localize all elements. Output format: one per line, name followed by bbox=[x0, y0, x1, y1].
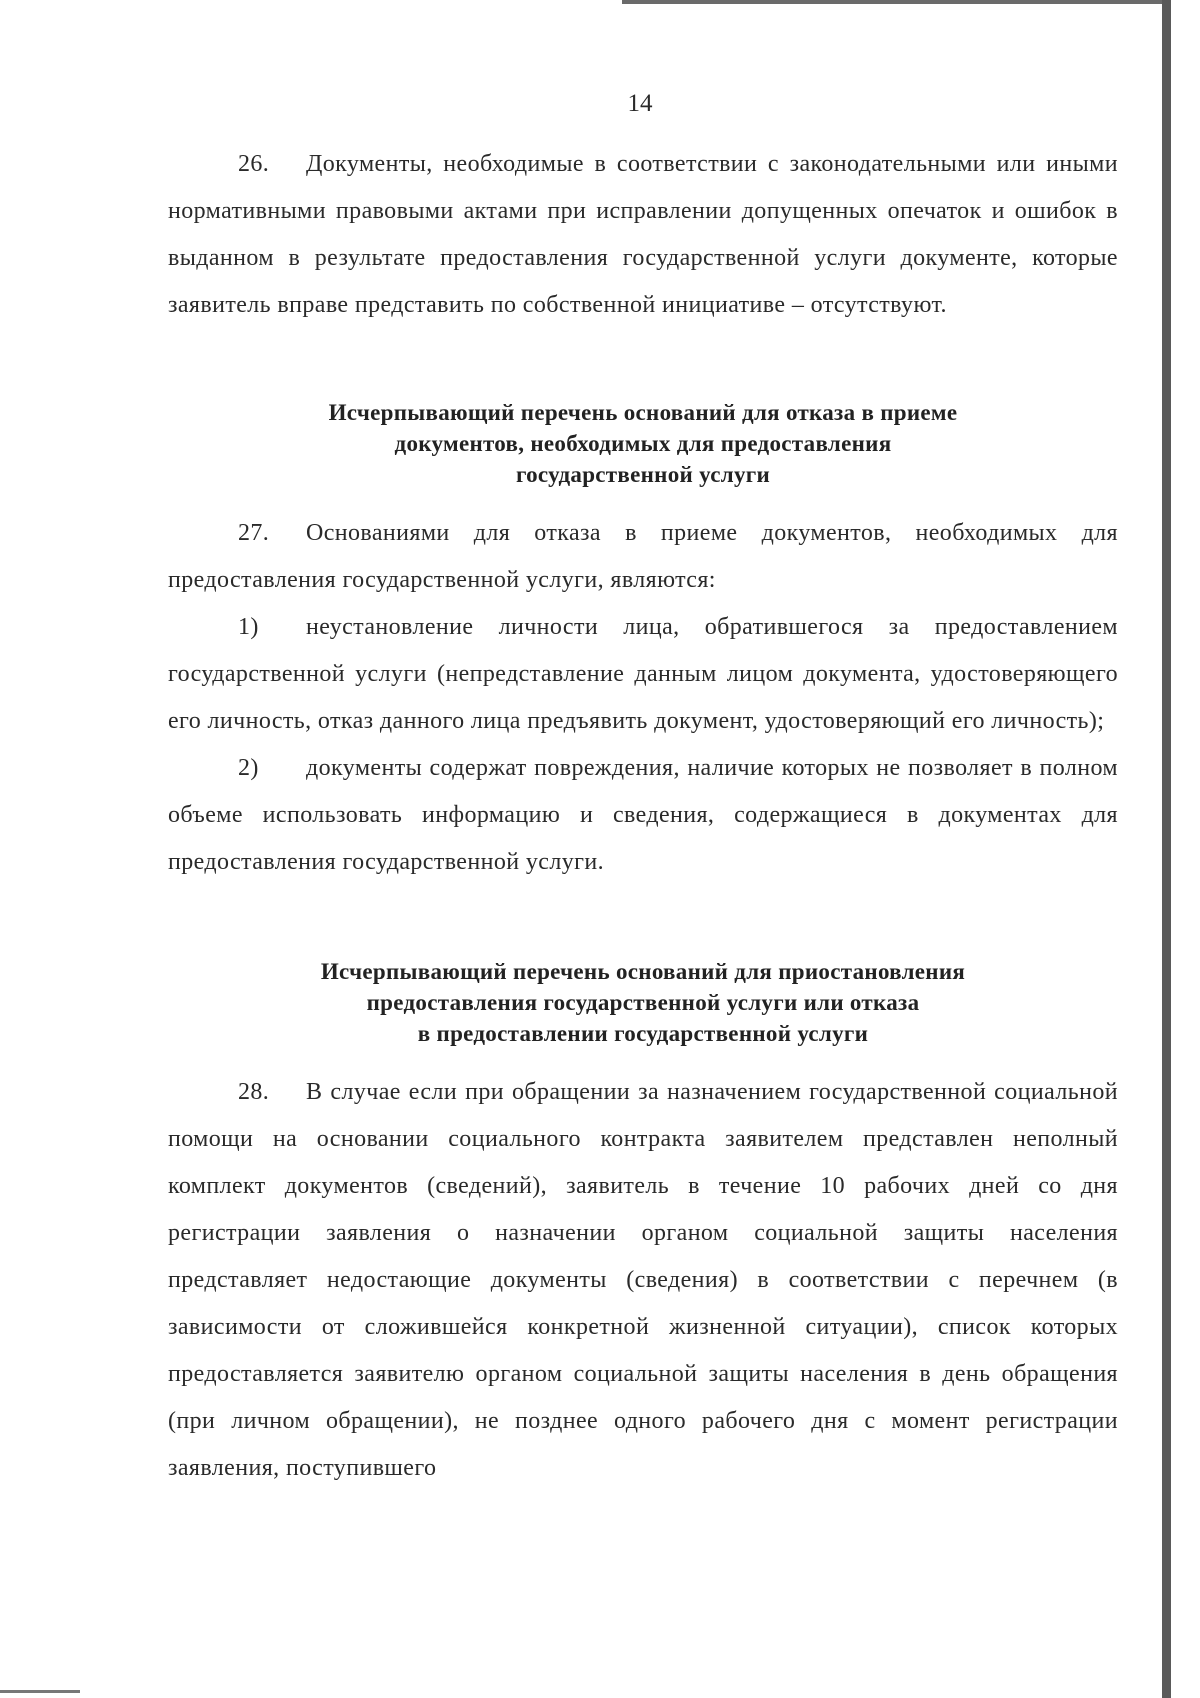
scan-border-bottom bbox=[0, 1690, 80, 1693]
section-heading-suspension bbox=[168, 956, 1118, 1049]
paragraph-28 bbox=[168, 1069, 1118, 1492]
paragraph-number: 27. bbox=[238, 520, 270, 546]
heading-line: Исчерпывающий перечень оснований для отказа в приеме bbox=[328, 400, 958, 425]
section-heading-refusal-reception bbox=[168, 397, 1118, 490]
paragraph-text: Документы, необходимые в соответствии с законодательными или иными нормативными правовыми актами при исправлении допущенных опечаток и ошибок в выданном в результате предоставления государственной услуги документе, которые заявитель вправе представить по собственной инициативе – отсутствуют. bbox=[168, 151, 1118, 318]
paragraph-number: 28. bbox=[238, 1079, 270, 1105]
paragraph-text: В случае если при обращении за назначением государственной социальной помощи на основании социального контракта заявителем представлен неполный комплект документов (сведений), заявитель в течение 10 рабочих дней со дня регистрации заявления о назначении органом социальной защиты населения представляет недостающие документы (сведения) в соответствии с перечнем (в зависимости от сложившейся конкретной жизненной ситуации), список которых предоставляется заявителю органом социальной защиты населения в день обращения (при личном обращении), не позднее одного рабочего дня с момент регистрации заявления, поступившего bbox=[168, 1079, 1118, 1481]
page-number: 14 bbox=[627, 90, 653, 117]
list-item-text: неустановление личности лица, обратившегося за предоставлением государственной услуги (непредставление данным лицом документа, удостоверяющего его личность, отказ данного лица предъявить документ, удостоверяющий его личность); bbox=[168, 614, 1118, 734]
paragraph-27 bbox=[168, 510, 1118, 886]
heading-line: в предоставлении государственной услуги bbox=[417, 1021, 869, 1046]
list-item-text: документы содержат повреждения, наличие которых не позволяет в полном объеме использовать информацию и сведения, содержащиеся в документах для предоставления государственной услуги. bbox=[168, 755, 1118, 875]
list-item-number: 2) bbox=[238, 755, 259, 781]
heading-line: Исчерпывающий перечень оснований для приостановления bbox=[320, 959, 966, 984]
heading-line: государственной услуги bbox=[515, 462, 771, 487]
list-item-number: 1) bbox=[238, 614, 259, 640]
scan-border-right bbox=[1162, 0, 1171, 1698]
heading-line: предоставления государственной услуги или отказа bbox=[366, 990, 920, 1015]
heading-line: документов, необходимых для предоставления bbox=[394, 431, 892, 456]
paragraph-26 bbox=[168, 141, 1118, 329]
paragraph-number: 26. bbox=[238, 151, 270, 177]
scan-border-top bbox=[622, 0, 1167, 4]
paragraph-text: Основаниями для отказа в приеме документов, необходимых для предоставления государственной услуги, являются: bbox=[168, 520, 1118, 593]
